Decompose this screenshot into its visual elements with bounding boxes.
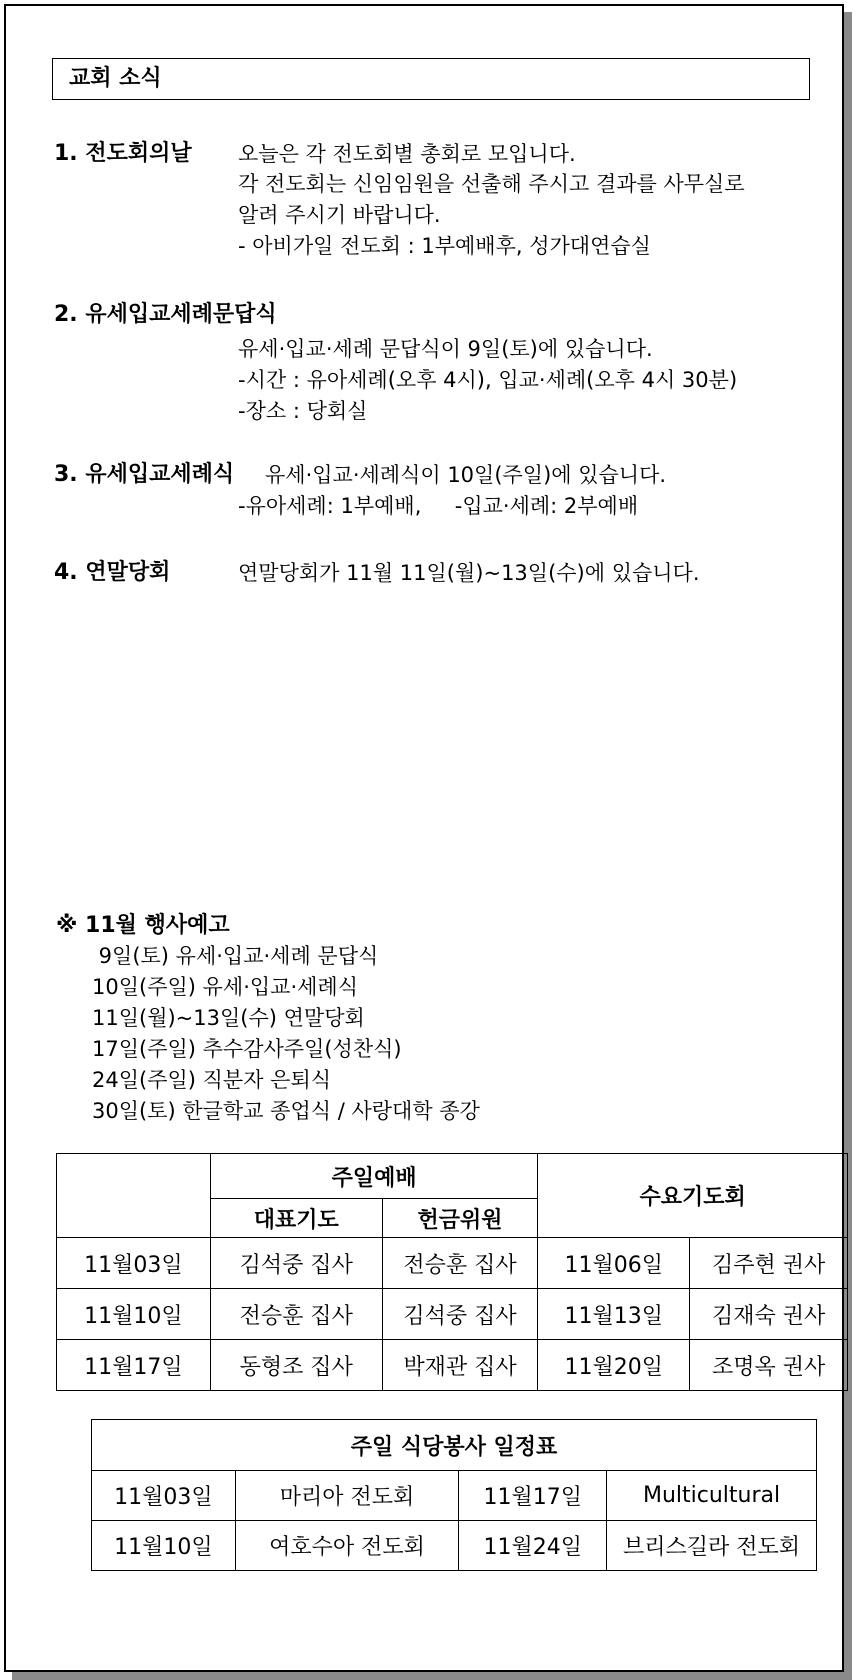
meal-table-title: 주일 식당봉사 일정표 bbox=[92, 1420, 817, 1471]
notice-line: 각 전도회는 신임임원을 선출해 주시고 결과를 사무실로 bbox=[238, 172, 745, 196]
rep-prayer: 김석중 집사 bbox=[210, 1238, 382, 1289]
worship-schedule-table bbox=[56, 1153, 848, 1391]
notice-title: 3. 유세입교세례식 bbox=[54, 462, 235, 487]
notice-title: 1. 전도회의날 bbox=[54, 141, 192, 166]
section-header: 교회 소식 bbox=[52, 58, 810, 100]
meal-date: 11월10일 bbox=[92, 1521, 236, 1571]
table-row bbox=[57, 1340, 848, 1391]
notice-title: 4. 연말당회 bbox=[54, 560, 171, 585]
rep-prayer: 동형조 집사 bbox=[210, 1340, 382, 1391]
wednesday-date: 11월20일 bbox=[538, 1340, 690, 1391]
notice-line: 오늘은 각 전도회별 총회로 모입니다. bbox=[238, 142, 576, 166]
meal-service-table bbox=[91, 1419, 817, 1571]
meal-group: 마리아 전도회 bbox=[235, 1471, 459, 1521]
meal-group: 여호수아 전도회 bbox=[235, 1521, 459, 1571]
wednesday-date: 11월13일 bbox=[538, 1289, 690, 1340]
notice-line: -유아세례: 1부예배, -입교·세례: 2부예배 bbox=[238, 494, 639, 518]
meal-date: 11월03일 bbox=[92, 1471, 236, 1521]
meal-date: 11월24일 bbox=[459, 1521, 607, 1571]
rep-prayer: 전승훈 집사 bbox=[210, 1289, 382, 1340]
notice-line: 연말당회가 11월 11일(월)~13일(수)에 있습니다. bbox=[238, 561, 700, 585]
notice-line: -장소 : 당회실 bbox=[238, 399, 368, 423]
events-list bbox=[56, 910, 480, 1127]
sunday-date: 11월17일 bbox=[57, 1340, 211, 1391]
sunday-worship-header: 주일예배 bbox=[210, 1154, 538, 1199]
wednesday-date: 11월06일 bbox=[538, 1238, 690, 1289]
sunday-date: 11월03일 bbox=[57, 1238, 211, 1289]
events-title: ※ 11월 행사예고 bbox=[56, 913, 230, 938]
event-item: 10일(주일) 유세·입교·세례식 bbox=[92, 975, 358, 999]
notice-line: 유세·입교·세례식이 10일(주일)에 있습니다. bbox=[265, 463, 667, 487]
table-row bbox=[57, 1289, 848, 1340]
event-item: 11일(월)~13일(수) 연말당회 bbox=[92, 1006, 365, 1030]
notice-line: 알려 주시기 바랍니다. bbox=[238, 203, 441, 227]
notice-title: 2. 유세입교세례문답식 bbox=[54, 302, 277, 327]
wednesday-leader: 조명옥 권사 bbox=[690, 1340, 848, 1391]
event-item: 9일(토) 유세·입교·세례 문답식 bbox=[92, 944, 379, 968]
offering-member: 박재관 집사 bbox=[382, 1340, 538, 1391]
meal-date: 11월17일 bbox=[459, 1471, 607, 1521]
offering-header: 헌금위원 bbox=[382, 1199, 538, 1238]
meal-group: 브리스길라 전도회 bbox=[607, 1521, 817, 1571]
offering-member: 전승훈 집사 bbox=[382, 1238, 538, 1289]
notice-line: -시간 : 유아세례(오후 4시), 입교·세례(오후 4시 30분) bbox=[238, 368, 738, 392]
offering-member: 김석중 집사 bbox=[382, 1289, 538, 1340]
sunday-date: 11월10일 bbox=[57, 1289, 211, 1340]
wednesday-prayer-header: 수요기도회 bbox=[538, 1154, 848, 1238]
meal-group: Multicultural bbox=[607, 1471, 817, 1521]
table-row bbox=[92, 1471, 817, 1521]
rep-prayer-header: 대표기도 bbox=[210, 1199, 382, 1238]
table-row bbox=[57, 1238, 848, 1289]
event-item: 24일(주일) 직분자 은퇴식 bbox=[92, 1068, 332, 1092]
notice-line: 유세·입교·세례 문답식이 9일(토)에 있습니다. bbox=[238, 337, 653, 361]
table-row bbox=[92, 1521, 817, 1571]
notice-line: - 아비가일 전도회 : 1부예배후, 성가대연습실 bbox=[238, 234, 651, 258]
event-item: 17일(주일) 추수감사주일(성찬식) bbox=[92, 1037, 402, 1061]
empty-header-cell bbox=[57, 1154, 211, 1238]
event-item: 30일(토) 한글학교 종업식 / 사랑대학 종강 bbox=[92, 1099, 480, 1123]
wednesday-leader: 김주현 권사 bbox=[690, 1238, 848, 1289]
wednesday-leader: 김재숙 권사 bbox=[690, 1289, 848, 1340]
